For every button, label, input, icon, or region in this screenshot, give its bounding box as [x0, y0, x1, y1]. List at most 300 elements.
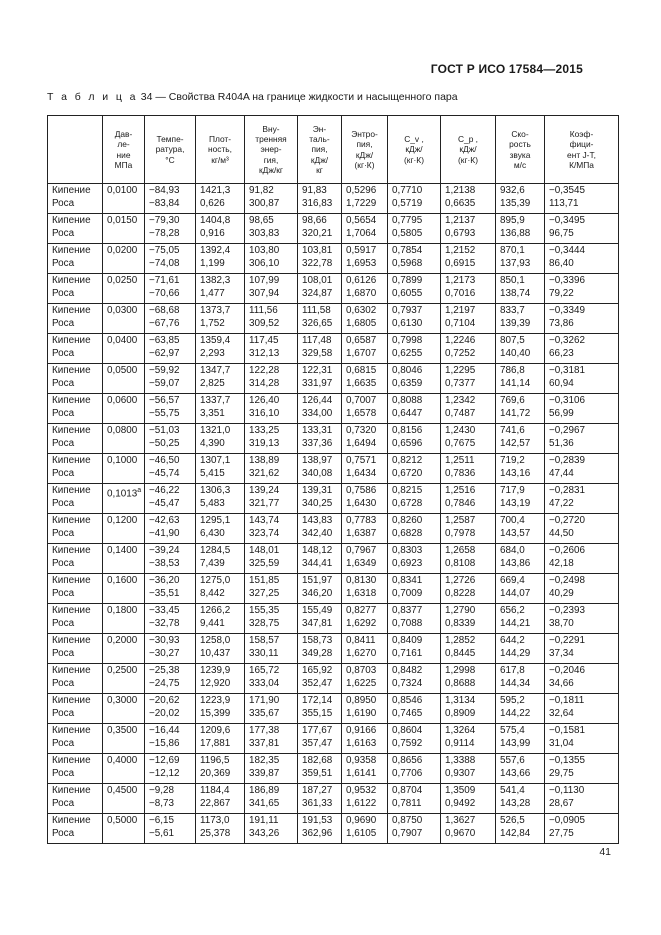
- cell-value: 177,67: [302, 725, 333, 736]
- cell-value: 1337,7: [200, 395, 231, 406]
- cell-value: 0,0400: [107, 335, 138, 346]
- cell-value: 0,7487: [445, 407, 476, 419]
- cell-value: 143,86: [500, 557, 531, 569]
- cell-value: Кипение: [52, 515, 91, 526]
- page-number: 41: [599, 846, 611, 858]
- cell-value: 143,19: [500, 497, 531, 509]
- temperature-cell: [145, 394, 196, 424]
- pressure-cell: [103, 364, 145, 394]
- cell-value: 329,58: [302, 347, 333, 359]
- enthalpy-cell: [298, 214, 342, 244]
- cell-value: −55,75: [149, 407, 180, 419]
- cell-value: −84,93: [149, 185, 180, 196]
- phase-cell: [48, 394, 103, 424]
- cell-value: 1,2295: [445, 365, 476, 376]
- cell-value: 1,2726: [445, 575, 476, 586]
- cv-cell: [388, 544, 441, 574]
- cell-value: 143,74: [249, 515, 280, 526]
- cell-value: −12,69: [149, 755, 180, 766]
- cell-value: 0,1013: [107, 488, 138, 500]
- cell-value: 1,6122: [346, 797, 377, 809]
- cell-value: −70,66: [149, 287, 180, 299]
- entropy-cell: [342, 394, 388, 424]
- header-line: Плот-: [208, 134, 232, 145]
- cell-value: 0,6828: [392, 527, 423, 539]
- caption-text: — Свойства R404A на границе жидкости и насыщенного пара: [155, 91, 458, 103]
- cell-value: 0,8950: [346, 695, 377, 706]
- cp-cell: [441, 484, 496, 514]
- cell-value: 0,8303: [392, 545, 423, 556]
- cell-value: −0,2046: [549, 665, 585, 676]
- cell-value: 25,378: [200, 827, 231, 839]
- cell-value: 15,399: [200, 707, 231, 719]
- header-line: ратура,: [155, 144, 185, 155]
- cell-value: 0,9307: [445, 767, 476, 779]
- cell-value: 0,1000: [107, 455, 138, 466]
- cell-value: 0,8212: [392, 455, 423, 466]
- cell-value: 321,62: [249, 467, 280, 479]
- cell-value: 328,75: [249, 617, 280, 629]
- cell-value: 126,40: [249, 395, 280, 406]
- cell-value: 0,7586: [346, 485, 377, 496]
- header-line: пия,: [311, 144, 328, 155]
- entropy-cell: [342, 274, 388, 304]
- cell-value: 0,6055: [392, 287, 423, 299]
- cell-value: 0,7465: [392, 707, 423, 719]
- cell-value: 0,6915: [445, 257, 476, 269]
- cell-value: 0,6126: [346, 275, 377, 286]
- cell-value: 1,6292: [346, 617, 377, 629]
- cell-value: 108,01: [302, 275, 333, 286]
- cell-value: 1306,3: [200, 485, 231, 496]
- entropy-cell: [342, 754, 388, 784]
- phase-cell: [48, 604, 103, 634]
- jt-coefficient-header: [545, 116, 619, 184]
- caption-prefix: Т а б л и ц а: [47, 91, 138, 103]
- cell-value: −0,3495: [549, 215, 585, 226]
- cell-value: 1,2587: [445, 515, 476, 526]
- cell-value: 0,0600: [107, 395, 138, 406]
- table-row: [48, 784, 619, 814]
- density-cell: [196, 784, 245, 814]
- cv-cell: [388, 604, 441, 634]
- cell-value: 0,9690: [346, 815, 377, 826]
- cell-value: 0,7907: [392, 827, 423, 839]
- temperature-cell: [145, 274, 196, 304]
- temperature-cell: [145, 514, 196, 544]
- cell-value: 32,64: [549, 707, 574, 719]
- cell-value: 144,29: [500, 647, 531, 659]
- table-row: [48, 814, 619, 844]
- density-cell: [196, 544, 245, 574]
- cell-value: −74,08: [149, 257, 180, 269]
- cp-cell: [441, 574, 496, 604]
- jt-coefficient-cell: [545, 484, 619, 514]
- cell-value: 0,7592: [392, 737, 423, 749]
- cell-value: 139,39: [500, 317, 531, 329]
- table-row: [48, 454, 619, 484]
- entropy-cell: [342, 244, 388, 274]
- cell-value: 5,415: [200, 467, 225, 479]
- cell-value: −0,2831: [549, 485, 585, 496]
- cell-value: 870,1: [500, 245, 525, 256]
- entropy-cell: [342, 544, 388, 574]
- cell-value: 0,7710: [392, 185, 423, 196]
- cv-cell: [388, 724, 441, 754]
- cell-value: 172,14: [302, 695, 333, 706]
- cell-value: 0,8546: [392, 695, 423, 706]
- table-row: [48, 694, 619, 724]
- cell-value: 0,6635: [445, 197, 476, 209]
- cell-value: 0,7811: [392, 797, 422, 809]
- cell-value: Кипение: [52, 815, 91, 826]
- cell-value: −45,74: [149, 467, 180, 479]
- cell-value: 165,72: [249, 665, 280, 676]
- pressure-cell: [103, 454, 145, 484]
- cell-value: 158,73: [302, 635, 333, 646]
- density-cell: [196, 244, 245, 274]
- cell-value: 143,57: [500, 527, 531, 539]
- cell-value: −0,2291: [549, 635, 585, 646]
- jt-coefficient-cell: [545, 814, 619, 844]
- cell-value: Кипение: [52, 575, 91, 586]
- temperature-cell: [145, 214, 196, 244]
- cell-value: −24,75: [149, 677, 180, 689]
- cell-value: 148,12: [302, 545, 333, 556]
- cell-value: 0,7795: [392, 215, 423, 226]
- temperature-cell: [145, 664, 196, 694]
- pressure-cell: [103, 424, 145, 454]
- jt-coefficient-cell: [545, 304, 619, 334]
- cell-value: 0,5654: [346, 215, 377, 226]
- cell-value: 1,477: [200, 287, 225, 299]
- header-line: фици-: [569, 139, 594, 150]
- cell-value: 357,47: [302, 737, 333, 749]
- cell-value: 0,5296: [346, 185, 377, 196]
- cell-value: 1,6318: [346, 587, 377, 599]
- cell-value: 1,3388: [445, 755, 476, 766]
- cell-value: 17,881: [200, 737, 231, 749]
- internal-energy-cell: [245, 784, 298, 814]
- cell-value: 191,11: [249, 815, 279, 826]
- cell-value: −0,1581: [549, 725, 585, 736]
- cell-value: 98,65: [249, 215, 274, 226]
- cell-value: 1,6953: [346, 257, 377, 269]
- cell-value: 1,2998: [445, 665, 476, 676]
- cv-header: [388, 116, 441, 184]
- cell-value: 187,27: [302, 785, 333, 796]
- cell-value: −0,2498: [549, 575, 585, 586]
- pressure-cell: [103, 784, 145, 814]
- cell-value: −0,3545: [549, 185, 585, 196]
- cell-value: Роса: [52, 467, 75, 479]
- cell-value: −59,07: [149, 377, 180, 389]
- cell-value: 333,04: [249, 677, 280, 689]
- phase-cell: [48, 664, 103, 694]
- temperature-cell: [145, 634, 196, 664]
- cell-value: −39,24: [149, 545, 180, 556]
- pressure-cell: [103, 604, 145, 634]
- pressure-cell: [103, 274, 145, 304]
- cp-cell: [441, 664, 496, 694]
- internal-energy-cell: [245, 754, 298, 784]
- cell-value: 337,36: [302, 437, 333, 449]
- cell-value: −62,97: [149, 347, 180, 359]
- cell-value: 1173,0: [200, 815, 230, 826]
- cp-cell: [441, 424, 496, 454]
- cell-value: −0,1130: [549, 785, 585, 796]
- cell-value: Кипение: [52, 275, 91, 286]
- header-line: (кг·К): [404, 154, 424, 165]
- cell-value: 786,8: [500, 365, 525, 376]
- cv-cell: [388, 514, 441, 544]
- cell-value: Роса: [52, 257, 75, 269]
- cell-value: 850,1: [500, 275, 525, 286]
- internal-energy-cell: [245, 394, 298, 424]
- pressure-cell: [103, 334, 145, 364]
- pressure-cell: [103, 814, 145, 844]
- enthalpy-cell: [298, 814, 342, 844]
- header-line: звука: [509, 149, 531, 160]
- sound-speed-cell: [496, 664, 545, 694]
- cell-value: −6,15: [149, 815, 174, 826]
- cell-value: −78,28: [149, 227, 180, 239]
- sound-speed-cell: [496, 274, 545, 304]
- header-line: Темпе-: [156, 134, 184, 145]
- cell-value: 0,8228: [445, 587, 476, 599]
- cell-value: 0,6587: [346, 335, 377, 346]
- cell-value: 141,14: [500, 377, 531, 389]
- cell-value: Роса: [52, 227, 75, 239]
- cell-value: 0,6720: [392, 467, 423, 479]
- cv-cell: [388, 364, 441, 394]
- phase-cell: [48, 364, 103, 394]
- cell-value: 0,5719: [392, 197, 423, 209]
- cell-value: 0,6728: [392, 497, 423, 509]
- cp-cell: [441, 754, 496, 784]
- cell-value: 355,15: [302, 707, 333, 719]
- cell-value: 0,6255: [392, 347, 423, 359]
- cp-cell: [441, 214, 496, 244]
- table-row: [48, 724, 619, 754]
- cell-value: −0,1811: [549, 695, 585, 706]
- cell-value: 27,75: [549, 827, 574, 839]
- cell-value: 344,41: [302, 557, 333, 569]
- cell-value: 7,439: [200, 557, 225, 569]
- cell-value: 1209,6: [200, 725, 231, 736]
- cell-value: 719,2: [500, 455, 525, 466]
- phase-cell: [48, 184, 103, 214]
- header-line: Ско-: [511, 128, 529, 139]
- entropy-cell: [342, 184, 388, 214]
- pressure-cell: [103, 694, 145, 724]
- cell-value: 191,53: [302, 815, 333, 826]
- cell-value: 0,7252: [445, 347, 476, 359]
- cell-value: 38,70: [549, 617, 574, 629]
- cell-value: 0,8909: [445, 707, 476, 719]
- cell-value: 91,83: [302, 185, 327, 196]
- cell-value: 0,7009: [392, 587, 423, 599]
- enthalpy-header: [298, 116, 342, 184]
- cell-value: 148,01: [249, 545, 280, 556]
- cell-value: 741,6: [500, 425, 525, 436]
- entropy-cell: [342, 364, 388, 394]
- cell-value: 1421,3: [200, 185, 231, 196]
- cell-value: 575,4: [500, 725, 525, 736]
- internal-energy-cell: [245, 604, 298, 634]
- density-cell: [196, 604, 245, 634]
- density-cell: [196, 214, 245, 244]
- cell-value: 6,430: [200, 527, 225, 539]
- temperature-cell: [145, 814, 196, 844]
- phase-cell: [48, 214, 103, 244]
- cell-value: −68,68: [149, 305, 180, 316]
- cell-value: 2,825: [200, 377, 225, 389]
- jt-coefficient-cell: [545, 784, 619, 814]
- cell-value: 617,8: [500, 665, 525, 676]
- cell-value: −42,63: [149, 515, 180, 526]
- sound-speed-cell: [496, 364, 545, 394]
- cell-value: Роса: [52, 587, 75, 599]
- cell-value: 1196,5: [200, 755, 230, 766]
- enthalpy-cell: [298, 544, 342, 574]
- cell-value: 0,7324: [392, 677, 423, 689]
- cell-value: 0,9358: [346, 755, 377, 766]
- cell-value: −46,50: [149, 455, 180, 466]
- phase-cell: [48, 424, 103, 454]
- cell-value: 833,7: [500, 305, 525, 316]
- table-row: [48, 604, 619, 634]
- cell-value: 133,25: [249, 425, 280, 436]
- cell-value: 362,96: [302, 827, 333, 839]
- density-cell: [196, 574, 245, 604]
- cell-value: 300,87: [249, 197, 280, 209]
- temperature-cell: [145, 454, 196, 484]
- density-cell: [196, 454, 245, 484]
- entropy-cell: [342, 694, 388, 724]
- cell-value: 133,31: [302, 425, 333, 436]
- cell-value: 1,7064: [346, 227, 377, 239]
- cell-value: 0,5917: [346, 245, 377, 256]
- cv-cell: [388, 214, 441, 244]
- entropy-cell: [342, 664, 388, 694]
- cell-value: −0,3396: [549, 275, 585, 286]
- cell-value: 0,7675: [445, 437, 476, 449]
- cell-value: −63,85: [149, 335, 180, 346]
- cp-cell: [441, 724, 496, 754]
- cell-value: 346,20: [302, 587, 333, 599]
- cell-value: 323,74: [249, 527, 280, 539]
- cell-value: 1,6349: [346, 557, 377, 569]
- cell-value: 326,65: [302, 317, 333, 329]
- cell-value: 361,33: [302, 797, 333, 809]
- cv-cell: [388, 274, 441, 304]
- phase-cell: [48, 544, 103, 574]
- sound-speed-cell: [496, 484, 545, 514]
- internal-energy-cell: [245, 274, 298, 304]
- temperature-cell: [145, 574, 196, 604]
- table-row: [48, 574, 619, 604]
- cell-value: 0,8411: [346, 635, 376, 646]
- internal-energy-cell: [245, 214, 298, 244]
- cell-value: 0,5968: [392, 257, 423, 269]
- cell-value: 306,10: [249, 257, 280, 269]
- cell-value: 9,441: [200, 617, 225, 629]
- cell-value: 1347,7: [200, 365, 231, 376]
- phase-cell: [48, 454, 103, 484]
- cell-value: 334,00: [302, 407, 333, 419]
- cell-value: Кипение: [52, 545, 91, 556]
- cell-value: 137,93: [500, 257, 531, 269]
- cell-value: −0,2393: [549, 605, 585, 616]
- cell-value: 0,8703: [346, 665, 377, 676]
- cell-value: 0,1800: [107, 605, 138, 616]
- density-header: [196, 116, 245, 184]
- cell-value: 335,67: [249, 707, 280, 719]
- phase-cell: [48, 694, 103, 724]
- table-row: [48, 244, 619, 274]
- cv-cell: [388, 634, 441, 664]
- header-line: тренняя: [255, 134, 287, 145]
- cell-value: 0,7088: [392, 617, 423, 629]
- temperature-cell: [145, 604, 196, 634]
- cell-value: 1239,9: [200, 665, 231, 676]
- cell-value: −0,2967: [549, 425, 585, 436]
- cell-value: 1284,5: [200, 545, 231, 556]
- cell-value: 31,04: [549, 737, 574, 749]
- cell-value: 143,28: [500, 797, 531, 809]
- cell-value: Кипение: [52, 185, 91, 196]
- cp-cell: [441, 244, 496, 274]
- temperature-cell: [145, 694, 196, 724]
- header-line: ент J-T,: [567, 149, 596, 160]
- header-line: °С: [165, 154, 175, 165]
- entropy-cell: [342, 424, 388, 454]
- cell-value: Кипение: [52, 335, 91, 346]
- cell-value: −33,45: [149, 605, 180, 616]
- cell-value: 37,34: [549, 647, 574, 659]
- internal-energy-header: [245, 116, 298, 184]
- cell-value: 700,4: [500, 515, 525, 526]
- cell-value: 1223,9: [200, 695, 231, 706]
- cell-value: 186,89: [249, 785, 280, 796]
- cell-value: −79,30: [149, 215, 180, 226]
- header-line: гия,: [263, 154, 279, 165]
- cell-value: 557,6: [500, 755, 525, 766]
- cell-value: Кипение: [52, 695, 91, 706]
- cell-value: Кипение: [52, 605, 91, 616]
- density-cell: [196, 334, 245, 364]
- cell-value: 29,75: [549, 767, 574, 779]
- cell-value: 0,6596: [392, 437, 423, 449]
- sound-speed-cell: [496, 514, 545, 544]
- cell-value: 684,0: [500, 545, 525, 556]
- cell-value: −36,20: [149, 575, 180, 586]
- cell-value: Кипение: [52, 215, 91, 226]
- temperature-cell: [145, 304, 196, 334]
- cell-value: 0,8277: [346, 605, 377, 616]
- cell-value: −5,61: [149, 827, 174, 839]
- cv-cell: [388, 664, 441, 694]
- cell-value: 1382,3: [200, 275, 231, 286]
- cell-value: 331,97: [302, 377, 333, 389]
- cell-value: 0,7571: [346, 455, 377, 466]
- cp-cell: [441, 604, 496, 634]
- density-cell: [196, 514, 245, 544]
- cell-value: 1,2152: [445, 245, 476, 256]
- header-line: C_p ,: [457, 134, 479, 145]
- cell-value: 1184,4: [200, 785, 230, 796]
